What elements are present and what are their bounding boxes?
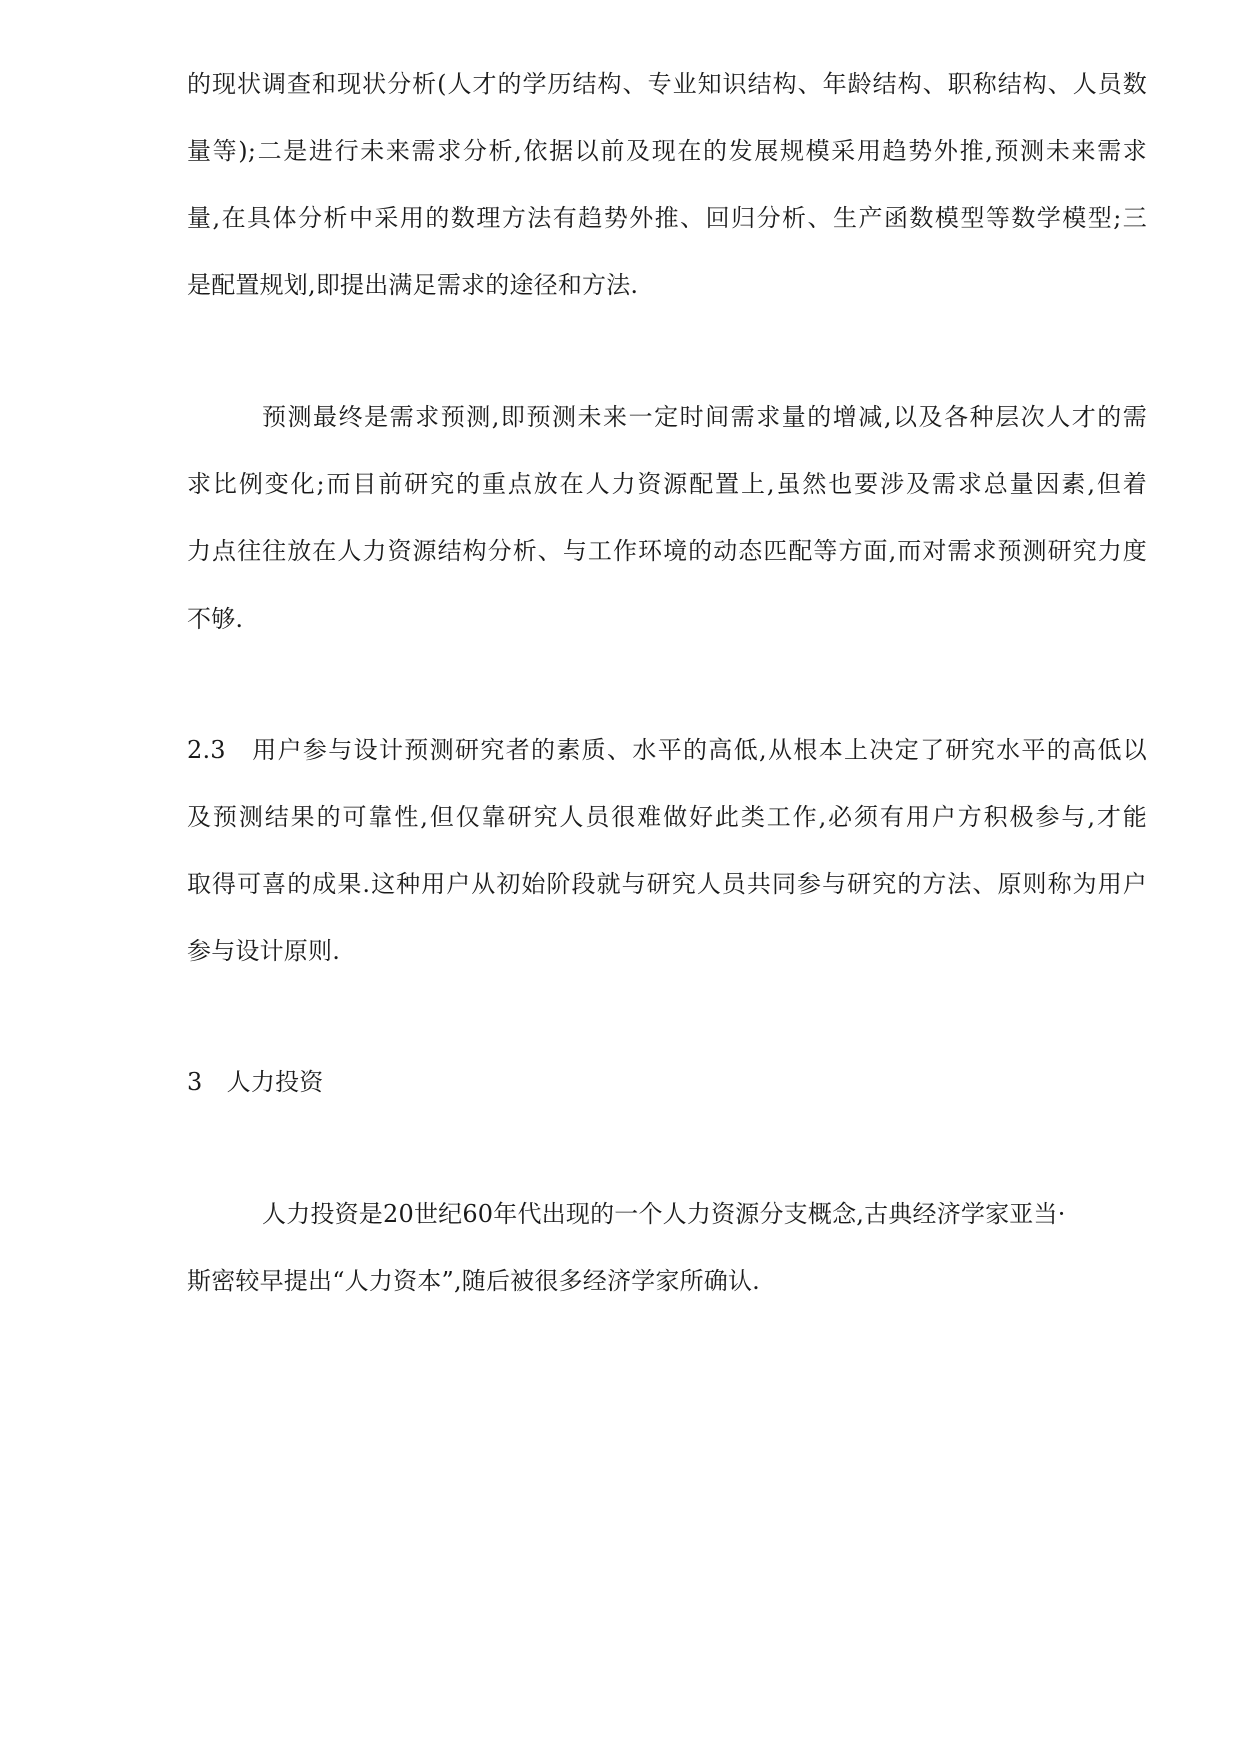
text-line: 量,在具体分析中采用的数理方法有趋势外推、回归分析、生产函数模型等数学模型;三 bbox=[187, 204, 1147, 232]
text-line: 取得可喜的成果.这种用户从初始阶段就与研究人员共同参与研究的方法、原则称为用户 bbox=[187, 870, 1147, 898]
text-line: 不够. bbox=[187, 605, 244, 633]
text-line: 力点往往放在人力资源结构分析、与工作环境的动态匹配等方面,而对需求预测研究力度 bbox=[187, 537, 1147, 565]
text-line: 量等);二是进行未来需求分析,依据以前及现在的发展规模采用趋势外推,预测未来需求 bbox=[187, 137, 1147, 165]
text-line: 及预测结果的可靠性,但仅靠研究人员很难做好此类工作,必须有用户方积极参与,才能 bbox=[187, 803, 1147, 831]
text-line: 求比例变化;而目前研究的重点放在人力资源配置上,虽然也要涉及需求总量因素,但着 bbox=[187, 470, 1147, 498]
text-line: 是配置规划,即提出满足需求的途径和方法. bbox=[187, 271, 639, 299]
text-line: 预测最终是需求预测,即预测未来一定时间需求量的增减,以及各种层次人才的需 bbox=[262, 403, 1147, 431]
section-heading-line: 2.3 用户参与设计预测研究者的素质、水平的高低,从根本上决定了研究水平的高低以 bbox=[187, 736, 1147, 764]
text-line: 参与设计原则. bbox=[187, 937, 341, 965]
section-heading: 3 人力投资 bbox=[187, 1068, 324, 1096]
text-line: 斯密较早提出“人力资本”,随后被很多经济学家所确认. bbox=[187, 1267, 760, 1295]
text-line: 人力投资是20世纪60年代出现的一个人力资源分支概念,古典经济学家亚当· bbox=[262, 1200, 1066, 1228]
text-line: 的现状调查和现状分析(人才的学历结构、专业知识结构、年龄结构、职称结构、人员数 bbox=[187, 70, 1147, 98]
